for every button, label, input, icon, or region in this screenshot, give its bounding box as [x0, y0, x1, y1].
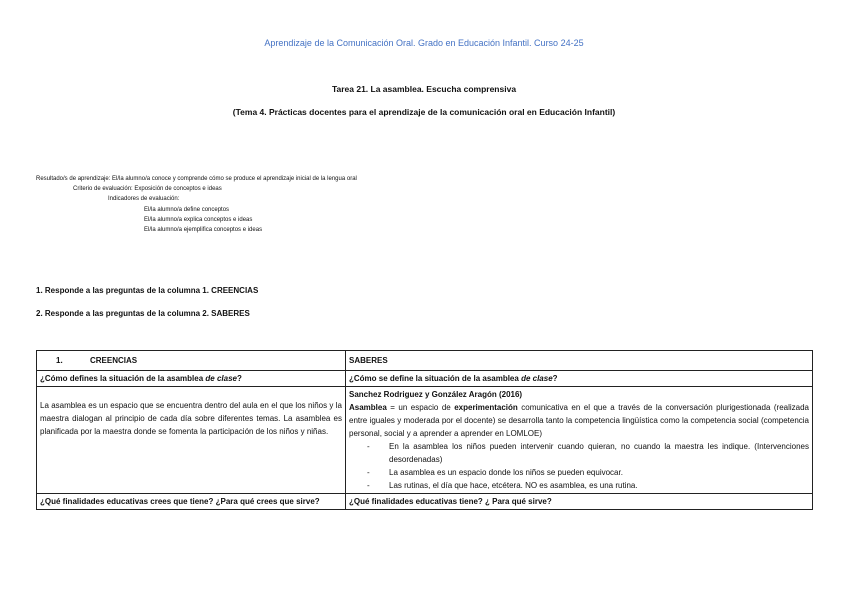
document-header: Aprendizaje de la Comunicación Oral. Grado en Educación Infantil. Curso 24-25	[264, 38, 584, 48]
source-citation: Sanchez Rodriguez y González Aragón (2016)	[349, 390, 523, 399]
list-item: - En la asamblea los niños pueden intervenir cuando quieran, no cuando la maestra les indique. (Intervenciones desordenadas)	[389, 440, 809, 466]
question-text: ¿Cómo defines la situación de la asamblea	[40, 374, 206, 383]
answer-1-creencias[interactable]: La asamblea es un espacio que se encuentra dentro del aula en el que los niños y la maestra dialogan al principio de cada día sobre diferentes temas. La asamblea es planificada por la maestra donde se fomenta la participación de los niños y niñas.	[37, 387, 346, 494]
table-row	[37, 371, 813, 387]
definition-text: comunicativa en el que a través de la conversación plurigestionada (realizada entre iguales y moderada por el docente) se desarrolla tanto la competencia lingüística como la competencia social (competencia personal, social y a aprender a aprender en LOMLOE)	[349, 403, 810, 438]
definition-term: experimentación	[454, 403, 518, 412]
list-item: - Las rutinas, el día que hace, etcétera. NO es asamblea, es una rutina.	[389, 479, 809, 492]
indicator-item: El/la alumno/a explica conceptos e ideas	[144, 216, 253, 223]
list-item: - La asamblea es un espacio donde los niños se pueden equivocar.	[389, 466, 809, 479]
header-creencias	[37, 351, 346, 371]
question-text: ¿Cómo se define la situación de la asamblea	[349, 374, 522, 383]
task-subtitle: (Tema 4. Prácticas docentes para el aprendizaje de la comunicación oral en Educación Infantil)	[232, 107, 616, 117]
assembly-bullets	[349, 440, 809, 492]
learning-outcomes	[36, 174, 357, 235]
question-1-saberes	[346, 371, 813, 387]
question-1-creencias	[37, 371, 346, 387]
definition-term: Asamblea	[349, 403, 387, 412]
answer-1-saberes[interactable]	[346, 387, 813, 494]
question-emphasis: de clase	[521, 374, 553, 383]
indicator-item: El/la alumno/a define conceptos	[144, 206, 230, 213]
definition-text: = un espacio de	[386, 403, 455, 412]
question-emphasis: de clase	[205, 374, 237, 383]
header-creencias-label: CREENCIAS	[90, 356, 138, 365]
indicators-label: Indicadores de evaluación:	[108, 196, 180, 203]
beliefs-knowledge-table	[36, 350, 813, 510]
header-saberes: SABERES	[346, 351, 813, 371]
instruction-2: 2. Responde a las preguntas de la columna 2. SABERES	[36, 309, 250, 318]
table-row	[37, 494, 813, 510]
indicator-item: El/la alumno/a ejemplifica conceptos e ideas	[144, 227, 263, 234]
instruction-1: 1. Responde a las preguntas de la columna 1. CREENCIAS	[36, 286, 259, 295]
question-mark: ?	[236, 374, 242, 383]
header-number: 1.	[56, 356, 63, 365]
task-title: Tarea 21. La asamblea. Escucha comprensiva	[331, 84, 517, 94]
question-2-creencias: ¿Qué finalidades educativas crees que tiene? ¿Para qué crees que sirve?	[37, 494, 346, 510]
assembly-definition	[349, 401, 809, 440]
question-2-saberes: ¿Qué finalidades educativas tiene? ¿ Para qué sirve?	[346, 494, 813, 510]
learning-result: Resultado/s de aprendizaje: El/la alumno/a conoce y comprende cómo se produce el aprendizaje inicial de la lengua oral	[36, 176, 357, 182]
question-mark: ?	[552, 374, 558, 383]
table-header-row	[37, 351, 813, 371]
table-row	[37, 387, 813, 494]
evaluation-criterion: Criterio de evaluación: Exposición de conceptos e ideas	[73, 186, 222, 193]
